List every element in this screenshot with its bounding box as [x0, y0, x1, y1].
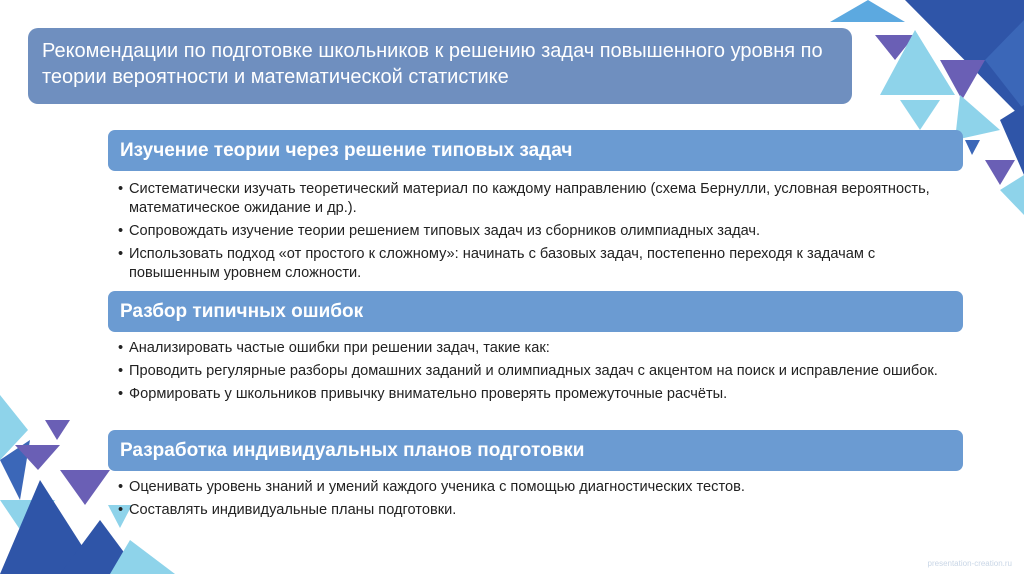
triangle-shape: [900, 100, 940, 130]
list-item: • Составлять индивидуальные планы подготовки.: [118, 501, 958, 520]
section-header-errors: Разбор типичных ошибок: [108, 291, 963, 332]
triangle-shape: [1000, 175, 1024, 215]
section-header-plans: Разработка индивидуальных планов подготовки: [108, 430, 963, 471]
bullet-list-theory: [118, 180, 958, 287]
watermark: presentation-creation.ru: [927, 559, 1012, 568]
bullet-list-errors: [118, 339, 958, 408]
list-item: • Оценивать уровень знаний и умений каждого ученика с помощью диагностических тестов.: [118, 478, 958, 497]
triangle-shape: [830, 0, 905, 22]
list-item: • Проводить регулярные разборы домашних заданий и олимпиадных задач с акцентом на поиск и исправление ошибок.: [118, 362, 958, 381]
bullet-list-plans: [118, 478, 958, 524]
list-item: • Сопровождать изучение теории решением типовых задач из сборников олимпиадных задач.: [118, 222, 958, 241]
slide-title: Рекомендации по подготовке школьников к решению задач повышенного уровня по теории вероятности и математической статистике: [28, 28, 852, 104]
triangle-shape: [965, 140, 980, 155]
list-item: • Формировать у школьников привычку внимательно проверять промежуточные расчёты.: [118, 385, 958, 404]
triangle-shape: [985, 160, 1015, 185]
triangle-shape: [45, 420, 70, 440]
list-item: • Анализировать частые ошибки при решении задач, такие как:: [118, 339, 958, 358]
section-header-theory: Изучение теории через решение типовых задач: [108, 130, 963, 171]
triangle-shape: [60, 470, 110, 505]
list-item: • Использовать подход «от простого к сложному»: начинать с базовых задач, постепенно переходя к задачам с повышенным уровнем сложности.: [118, 245, 958, 283]
list-item: • Систематически изучать теоретический материал по каждому направлению (схема Бернулли, условная вероятность, математическое ожидание и др.).: [118, 180, 958, 218]
